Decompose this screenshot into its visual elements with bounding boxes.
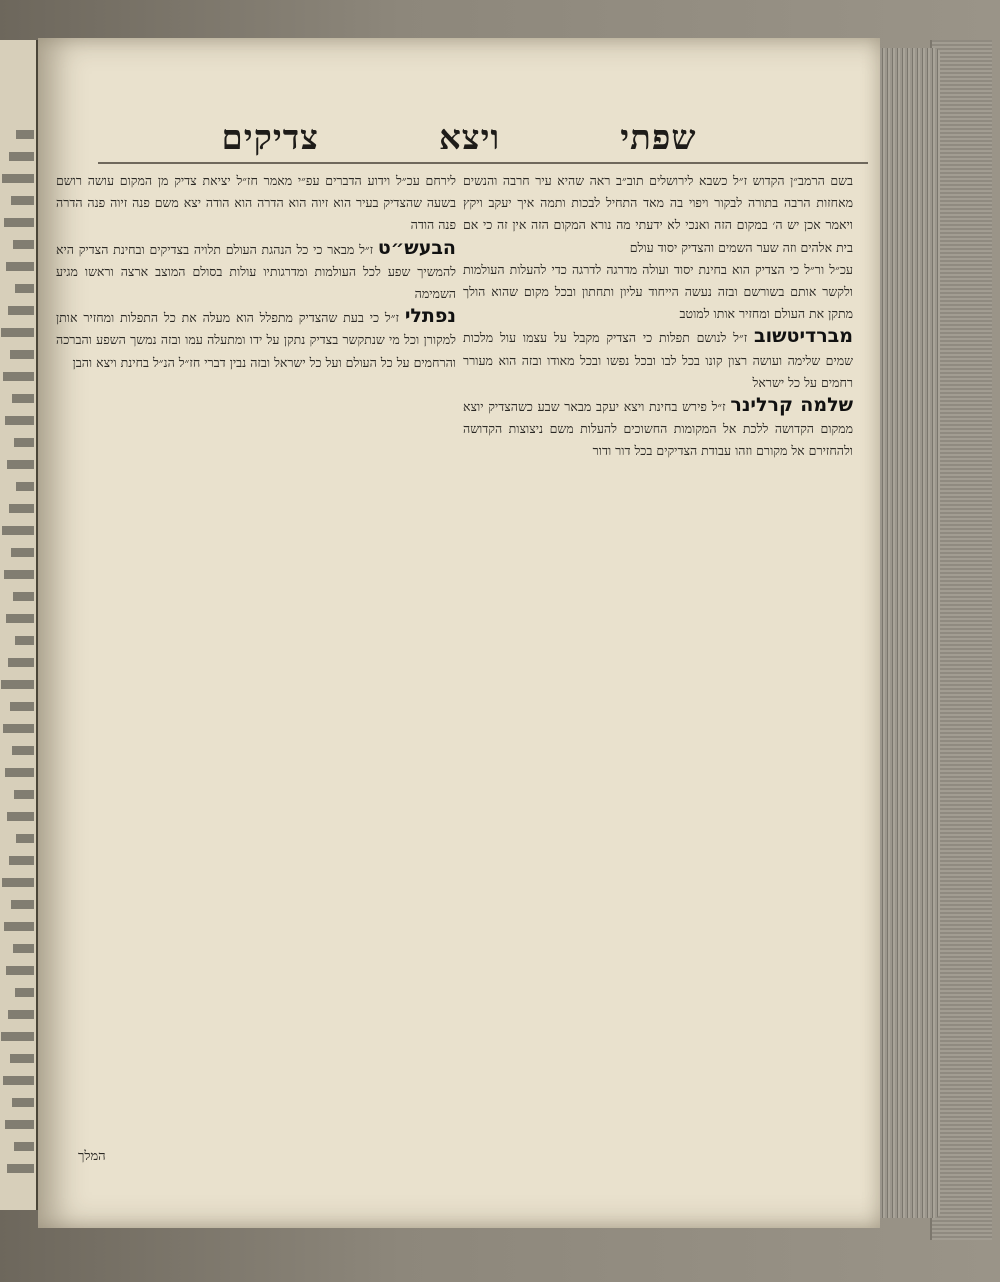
facing-page-text-line — [10, 702, 34, 711]
right-paragraph-3 — [463, 325, 853, 394]
facing-page-text-line — [4, 922, 34, 931]
facing-page-text-line — [4, 218, 34, 227]
facing-page-text-line — [14, 1142, 34, 1151]
rebbe-name-naftali: נפתלי — [404, 305, 456, 328]
running-head-center: ויצא — [438, 118, 501, 158]
facing-page-text-line — [16, 482, 34, 491]
right-column — [463, 170, 853, 463]
header-rule — [98, 162, 868, 164]
facing-page-text-line — [12, 746, 34, 755]
facing-page-text-line — [5, 1120, 34, 1129]
facing-page-text-line — [1, 328, 34, 337]
book-page — [38, 38, 880, 1228]
running-head-left: צדיקים — [221, 118, 319, 158]
left-paragraph-2-text: ז״ל מבאר כי כל הנהגת העולם תלויה בצדיקים ובחינת הצדיק היא להמשיך שפע לכל העולמות ומדרגותיו עולות בסולם המוצב ארצה וראשו מגיע השמימה — [56, 241, 456, 302]
left-paragraph-1: לירחם עכ״ל וידוע הדברים עפ״י מאמר חז״ל יציאת צדיק מן המקום עושה רושם בשעה שהצדיק בעיר הוא זיוה הוא הדרה הוא הודה יצא משם פנה זיוה פנה הדרה פנה הודה — [56, 173, 456, 233]
facing-page-text-line — [14, 790, 34, 799]
facing-page-fragment — [0, 40, 39, 1210]
facing-page-text-line — [13, 592, 34, 601]
right-paragraph-1: בשם הרמב״ן הקדוש ז״ל כשבא לירושלים תוב״ב ראה שהיא עיר חרבה והנשים מאחזות הרבה בתורה לבקור ויפוי בה מאד התחיל לבכות ותמה איך יעקב ויקץ ויאמר אכן יש ה׳ במקום הזה ואנכי לא ידעתי מה נורא המקום הזה אין זה כי אם בית אלהים וזה שער השמים והצדיק יסוד עולם — [463, 173, 853, 255]
facing-page-text-line — [12, 1098, 34, 1107]
facing-page-text-line — [12, 394, 34, 403]
catchword: המלך — [78, 1149, 106, 1164]
facing-page-text-line — [9, 504, 34, 513]
facing-page-text-line — [8, 306, 34, 315]
left-paragraph-3 — [56, 305, 456, 374]
facing-page-text-line — [2, 526, 34, 535]
running-head — [38, 118, 880, 158]
facing-page-text-line — [7, 460, 34, 469]
facing-page-text-line — [3, 1076, 34, 1085]
facing-page-text-line — [14, 438, 34, 447]
facing-page-text-line — [11, 196, 34, 205]
rebbe-name-besht: הבעש״ט — [377, 236, 456, 259]
facing-page-text-line — [10, 1054, 34, 1063]
facing-page-text-line — [3, 724, 34, 733]
facing-page-text-line — [13, 944, 34, 953]
facing-page-text-line — [2, 174, 34, 183]
facing-page-text-line — [13, 240, 34, 249]
facing-page-text-line — [6, 966, 34, 975]
right-paragraph-2: עכ״ל ור״ל כי הצדיק הוא בחינת יסוד ועולה מדרגה לדרגה כדי להעלות העולמות ולקשר אותם בשורשם ובזה נעשה הייחוד עליון ותחתון ובכל מקום שהוא הולך מתקן את העולם ומחזיר אותו למוטב — [463, 261, 853, 322]
facing-page-text-line — [2, 878, 34, 887]
right-paragraph-4-text: ז״ל פירש בחינת ויצא יעקב מבאר שבע כשהצדיק יוצא ממקום הקדושה ללכת אל המקומות החשוכים להעלות משם ניצוצות הקדושה ולהחזירם אל מקורם וזהו עבודת הצדיקים בכל דור ודור — [463, 399, 853, 459]
right-paragraph-3-text: ז״ל לנושם תפלות כי הצדיק מקבל על עצמו עול מלכות שמים שלימה ועושה רצון קונו בכל לבו ובכל נפשו ובכל מאודו ובזה הוא מעורר רחמים על כל ישראל — [463, 330, 853, 390]
facing-page-text-line — [4, 570, 34, 579]
facing-page-text-line — [15, 636, 34, 645]
facing-page-text-line — [5, 768, 34, 777]
rebbe-name-berditchev: מברדיטשוב — [754, 325, 853, 348]
facing-page-text-line — [9, 856, 34, 865]
left-column — [56, 170, 456, 374]
facing-page-text-line — [15, 988, 34, 997]
right-paragraph-4 — [463, 394, 853, 463]
facing-page-text-line — [7, 1164, 34, 1173]
facing-page-text-line — [16, 834, 34, 843]
facing-page-text-line — [10, 350, 34, 359]
left-paragraph-3-text: ז״ל כי בעת שהצדיק מתפלל הוא מעלה את כל התפלות ומחזיר אותן למקורן וכל מי שנתקשר בצדיק נתקן על ידו ומתעלה עמו ובזה נמשך השפע והברכה והרחמים על כל העולם ועל כל ישראל ובזה נבין דברי חז״ל הנ״ל בחינת ויצא והבן — [56, 310, 456, 370]
rebbe-name-karliner: שלמה קרלינר — [730, 394, 853, 417]
facing-page-text-line — [15, 284, 34, 293]
left-paragraph-2 — [56, 237, 456, 306]
facing-page-text-line — [1, 1032, 34, 1041]
page-edges — [870, 48, 940, 1218]
facing-page-text-line — [9, 152, 34, 161]
facing-page-text-line — [8, 1010, 34, 1019]
facing-page-text-line — [5, 416, 34, 425]
facing-page-text-line — [6, 262, 34, 271]
facing-page-text-line — [11, 900, 34, 909]
facing-page-text-line — [1, 680, 34, 689]
facing-page-text-line — [16, 130, 34, 139]
running-head-right: שפתי — [620, 118, 697, 158]
facing-page-text-line — [11, 548, 34, 557]
facing-page-text-line — [7, 812, 34, 821]
facing-page-text-line — [3, 372, 34, 381]
facing-page-text-line — [8, 658, 34, 667]
facing-page-text-line — [6, 614, 34, 623]
